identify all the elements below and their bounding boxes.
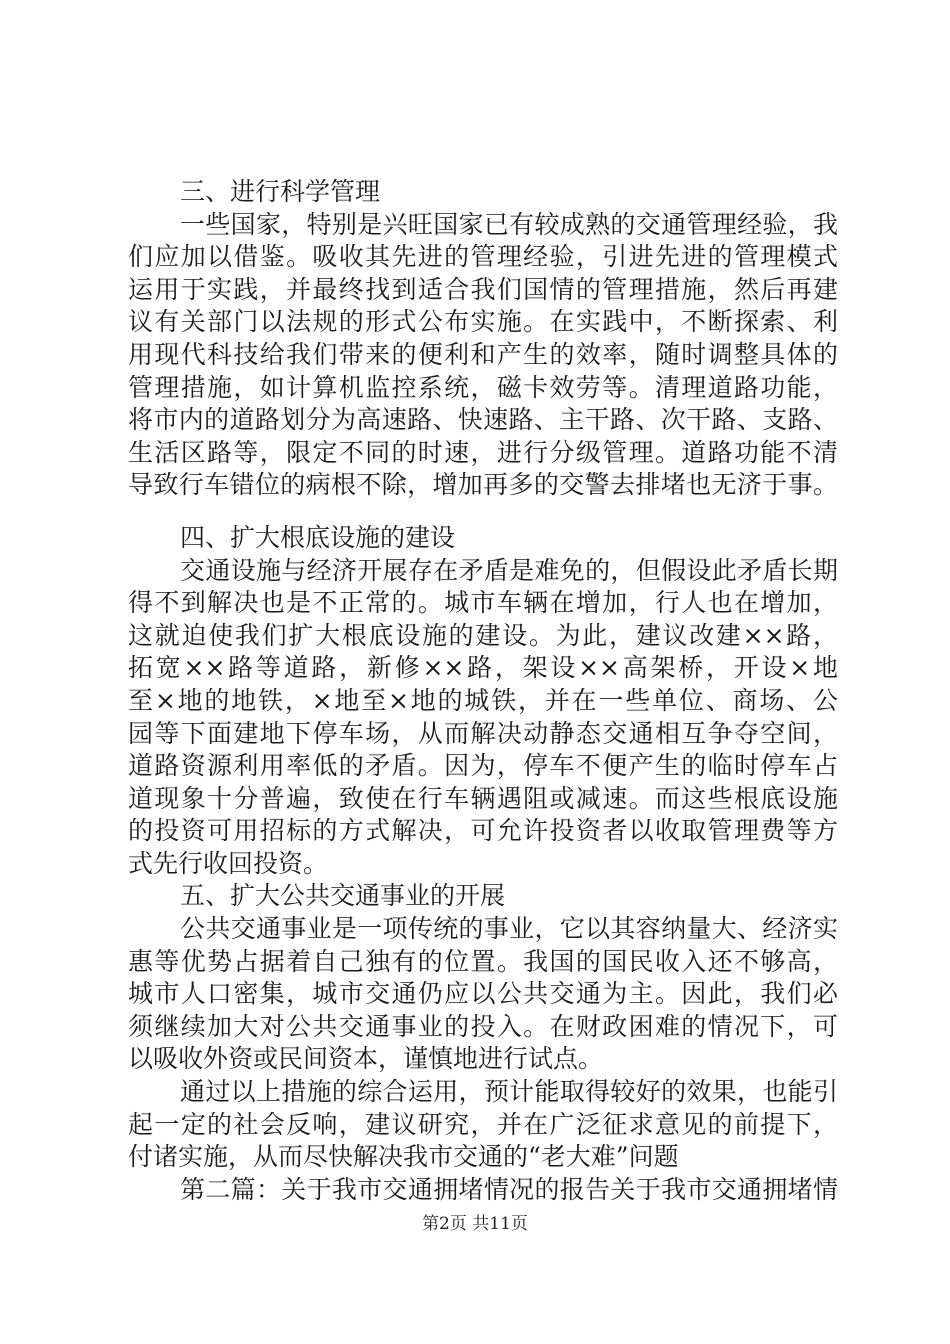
- paragraph-line: 惠等优势占据着自己独有的位置。我国的国民收入还不够高，: [128, 946, 838, 976]
- paragraph-line: 的投资可用招标的方式解决，可允许投资者以收取管理费等方: [128, 816, 838, 846]
- paragraph-line: 通过以上措施的综合运用，预计能取得较好的效果，也能引: [180, 1077, 838, 1107]
- paragraph-line: 园等下面建地下停车场，从而解决动静态交通相互争夺空间，: [128, 718, 838, 748]
- paragraph-line: 道现象十分普遍，致使在行车辆遇阻或减速。而这些根底设施: [128, 783, 838, 813]
- paragraph-line: 城市人口密集，城市交通仍应以公共交通为主。因此，我们必: [128, 979, 838, 1009]
- paragraph-line: 至×地的地铁，×地至×地的城铁，并在一些单位、商场、公: [128, 685, 838, 715]
- page-number-footer: 第2页 共11页: [422, 1214, 528, 1234]
- paragraph-line: 第二篇：关于我市交通拥堵情况的报告关于我市交通拥堵情: [180, 1174, 838, 1204]
- paragraph-line: 起一定的社会反响，建议研究，并在广泛征求意见的前提下，: [128, 1109, 838, 1139]
- paragraph-line: 付诸实施，从而尽快解决我市交通的“老大难”问题: [128, 1142, 679, 1172]
- paragraph-line: 道路资源利用率低的矛盾。因为，停车不便产生的临时停车占: [128, 751, 838, 781]
- paragraph-line: 式先行收回投资。: [128, 848, 329, 878]
- paragraph-line: 公共交通事业是一项传统的事业，它以其容纳量大、经济实: [180, 914, 838, 944]
- paragraph-line: 交通设施与经济开展存在矛盾是难免的，但假设此矛盾长期: [180, 555, 838, 585]
- paragraph-line: 得不到解决也是不正常的。城市车辆在增加，行人也在增加，: [128, 588, 838, 618]
- document-body: [128, 176, 838, 1206]
- paragraph-line: 拓宽××路等道路，新修××路，架设××高架桥，开设×地: [128, 653, 838, 683]
- paragraph-line: 生活区路等，限定不同的时速，进行分级管理。道路功能不清: [128, 437, 838, 467]
- paragraph-line: 这就迫使我们扩大根底设施的建设。为此，建议改建××路，: [128, 620, 838, 650]
- paragraph-line: 议有关部门以法规的形式公布实施。在实践中，不断探索、利: [128, 307, 838, 337]
- section-heading: 五、扩大公共交通事业的开展: [180, 881, 506, 911]
- section-heading: 四、扩大根底设施的建设: [180, 522, 456, 552]
- paragraph-line: 用现代科技给我们带来的便利和产生的效率，随时调整具体的: [128, 339, 838, 369]
- paragraph-gap: [128, 502, 838, 522]
- paragraph-line: 管理措施，如计算机监控系统，磁卡效劳等。清理道路功能，: [128, 372, 838, 402]
- paragraph-line: 须继续加大对公共交通事业的投入。在财政困难的情况下，可: [128, 1011, 838, 1041]
- paragraph-line: 将市内的道路划分为高速路、快速路、主干路、次干路、支路、: [128, 405, 838, 435]
- paragraph-line: 一些国家，特别是兴旺国家已有较成熟的交通管理经验，我: [180, 209, 838, 239]
- paragraph-line: 以吸收外资或民间资本，谨慎地进行试点。: [128, 1044, 604, 1074]
- paragraph-line: 运用于实践，并最终找到适合我们国情的管理措施，然后再建: [128, 274, 838, 304]
- paragraph-line: 们应加以借鉴。吸收其先进的管理经验，引进先进的管理模式: [128, 242, 838, 272]
- paragraph-line: 导致行车错位的病根不除，增加再多的交警去排堵也无济于事。: [128, 470, 838, 500]
- section-heading: 三、进行科学管理: [180, 177, 381, 206]
